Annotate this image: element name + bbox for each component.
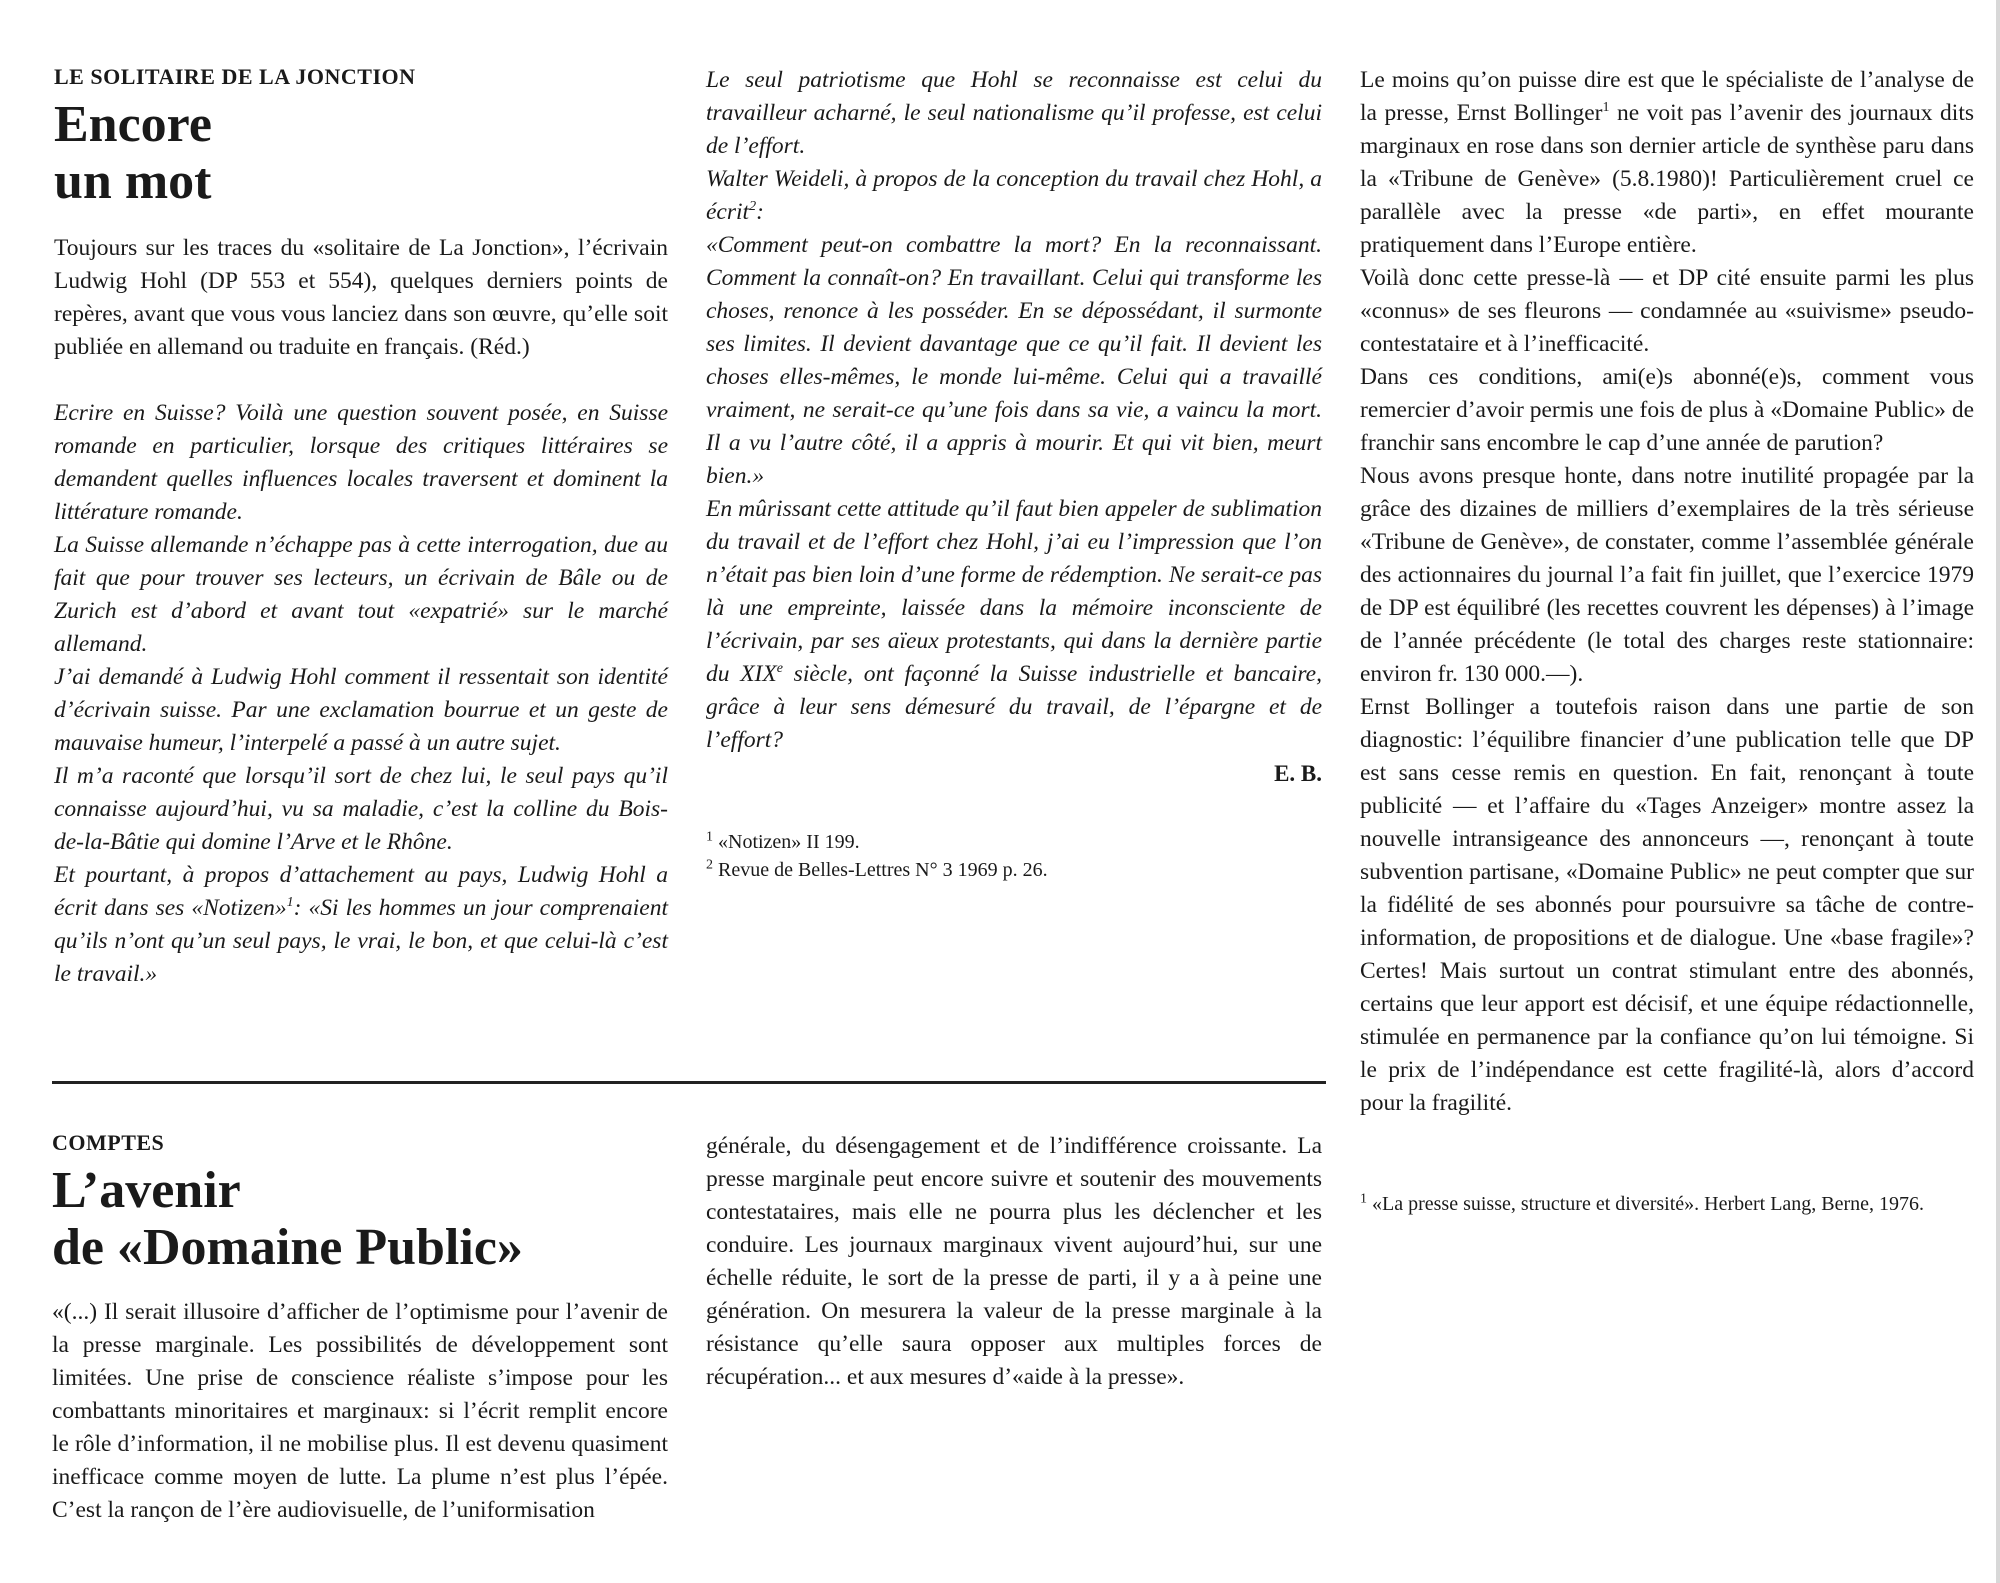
article2-headline-line2: de «Domaine Public» xyxy=(52,1219,523,1276)
article1-col1 xyxy=(54,64,668,991)
article1-paragraph-3: J’ai demandé à Ludwig Hohl comment il ressentait son identité d’écrivain suisse. Par une exclamation bourrue et un geste de mauvaise humeur, l’interpelé a passé à un autre sujet. xyxy=(54,664,668,756)
article2-paragraph-6: Ernst Bollinger a toutefois raison dans une partie de son diagnostic: l’équilibre financier d’une publication telle que DP est sans cesse remis en question. En fait, renonçant à toute publicité — et l’affaire du «Tages Anzeiger» montre assez la nouvelle intransigeance des annonceurs —, renonçant à toute subvention partisane, «Domaine Public» ne peut compter que sur la fidélité de ses abonnés pour poursuivre sa tâche de contre-information, de propositions et de dialogue. Une «base fragile»? Certes! Mais surtout un contrat stimulant entre des abonnés, certains que leur apport est décisif, et une équipe rédactionnelle, stimulée en permanence par la confiance qu’on lui témoigne. Si le prix de l’indépendance est cette fragilité-là, alors d’accord pour la fragilité. xyxy=(1360,694,1974,1116)
article1-headline xyxy=(54,96,668,210)
page-edge xyxy=(1996,0,2000,1583)
article2-quote-part2: générale, du désengagement et de l’indifférence croissante. La presse marginale peut encore suivre et soutenir des mouvements contestataires, mais elle ne pourra plus les déclencher et les conduire. Les journaux marginaux vivent aujourd’hui, sur une échelle réduite, le sort de la presse de parti, il y a à peine une génération. On mesurera la valeur de la presse marginale à la résistance qu’elle saura opposer aux multiples forces de récupération... et aux mesures d’«aide à la presse». xyxy=(706,1133,1322,1390)
article2-paragraph-4: Dans ces conditions, ami(e)s abonné(e)s, comment vous remercier d’avoir permis une fois de plus à «Domaine Public» de franchir sans encombre le cap d’une année de parution? xyxy=(1360,364,1974,456)
article2-paragraph-2: Le moins qu’on puisse dire est que le spécialiste de l’analyse de la presse, Ernst Bollinger$^1$ ne voit pas l’avenir des journaux dits marginaux en rose dans son dernier article de synthèse paru dans la «Tribune de Genève» (5.8.1980)! Particulièrement cruel ce parallèle avec la presse «de parti», en effet mourante pratiquement dans l’Europe entière. xyxy=(1360,67,1974,258)
article1-paragraph-2: La Suisse allemande n’échappe pas à cette interrogation, due au fait que pour trouver ses lecteurs, un écrivain de Bâle ou de Zurich est d’abord et avant tout «expatrié» sur le marché allemand. xyxy=(54,532,668,657)
article2-headline xyxy=(52,1162,668,1276)
article1-intro: Toujours sur les traces du «solitaire de La Jonction», l’écrivain Ludwig Hohl (DP 553 et 554), quelques derniers points de repères, avant que vous vous lanciez dans son œuvre, qu’elle soit publiée en allemand ou traduite en français. (Réd.) xyxy=(54,235,668,360)
article1-headline-line2: un mot xyxy=(54,153,212,210)
article1-kicker: LE SOLITAIRE DE LA JONCTION xyxy=(54,64,416,89)
article2-kicker: COMPTES xyxy=(52,1130,165,1155)
article2-footnote-1: $^1$ «La presse suisse, structure et diversité». Herbert Lang, Berne, 1976. xyxy=(1360,1191,1925,1215)
article2-paragraph-3: Voilà donc cette presse-là — et DP cité ensuite parmi les plus «connus» de ses fleurons — condamnée au «suivisme» pseudo-contestataire et à l’inefficacité. xyxy=(1360,265,1974,357)
article1-paragraph-7: Walter Weideli, à propos de la conception du travail chez Hohl, a écrit$^2$: xyxy=(706,166,1322,225)
article2-col3 xyxy=(1360,64,1974,1218)
article1-headline-line1: Encore xyxy=(54,96,212,153)
article2-headline-line1: L’avenir xyxy=(52,1162,241,1219)
article2-col1 xyxy=(52,1130,668,1298)
article1-footnote-2: $^2$ Revue de Belles-Lettres N° 3 1969 p. 26. xyxy=(706,857,1048,881)
article1-quote: «Comment peut-on combattre la mort? En la reconnaissant. Comment la connaît-on? En travaillant. Celui qui transforme les choses, renonce à les posséder. En se dépossédant, il surmonte ses limites. Il devient davantage que ce qu’il fait. Il devient les choses elles-mêmes, le monde lui-même. Celui qui a travaillé vraiment, ne serait-ce qu’une fois dans sa vie, a vaincu la mort. Il a vu l’autre côté, il a appris à mourir. Et qui vit bien, meurt bien.» xyxy=(706,232,1322,489)
article2-quote-block xyxy=(52,1296,668,1536)
article-separator-rule xyxy=(52,1081,1326,1084)
article1-paragraph-1: Ecrire en Suisse? Voilà une question souvent posée, en Suisse romande en particulier, lorsque des critiques littéraires se demandent quelles influences locales traversent et dominent la littérature romande. xyxy=(54,400,668,525)
article1-col2 xyxy=(706,64,1322,884)
article2-quote-part1: «(...) Il serait illusoire d’afficher de l’optimisme pour l’avenir de la presse marginale. Les possibilités de développement sont limitées. Une prise de conscience réaliste s’impose pour les combattants minoritaires et marginaux: si l’écrit remplit encore le rôle d’information, il ne mobilise plus. Il est devenu quasiment inefficace comme moyen de lutte. La plume n’est plus l’épée. C’est la rançon de l’ère audiovisuelle, de l’uniformisation xyxy=(52,1299,668,1523)
article1-paragraph-6: Le seul patriotisme que Hohl se reconnaisse est celui du travailleur acharné, le seul nationalisme qu’il professe, est celui de l’effort. xyxy=(706,67,1322,159)
article2-col2 xyxy=(706,1130,1322,1526)
article1-paragraph-4: Il m’a raconté que lorsqu’il sort de chez lui, le seul pays qu’il connaisse aujourd’hui, vu sa maladie, c’est la colline du Bois-de-la-Bâtie qui domine l’Arve et le Rhône. xyxy=(54,763,668,855)
article1-signature: E. B. xyxy=(1274,761,1322,786)
article1-footnote-1: $^1$ «Notizen» II 199. xyxy=(706,829,860,853)
article2-paragraph-5: Nous avons presque honte, dans notre inutilité propagée par la grâce des dizaines de milliers d’exemplaires de la très sérieuse «Tribune de Genève», de constater, comme l’assemblée générale des actionnaires du journal l’a fait fin juillet, que l’exercice 1979 de DP est équilibré (les recettes couvrent les dépenses) à l’image de l’année précédente (le total des charges reste stationnaire: environ fr. 130 000.—). xyxy=(1360,463,1974,687)
article1-paragraph-5: Et pourtant, à propos d’attachement au pays, Ludwig Hohl a écrit dans ses «Notizen»$^1$: «Si les hommes un jour comprenaient qu’ils n’ont qu’un seul pays, le vrai, le bon, et que celui-là c’est le travail.» xyxy=(54,862,668,987)
article1-paragraph-9: En mûrissant cette attitude qu’il faut bien appeler de sublimation du travail et de l’effort chez Hohl, j’ai eu l’impression que l’on n’était pas bien loin d’une forme de rédemption. Ne serait-ce pas là une empreinte, laissée dans la mémoire inconsciente de l’écrivain, par ses aïeux protestants, qui dans la dernière partie du XIXe siècle, ont façonné la Suisse industrielle et bancaire, grâce à leur sens démesuré du travail, de l’épargne et de l’effort? xyxy=(706,496,1322,753)
